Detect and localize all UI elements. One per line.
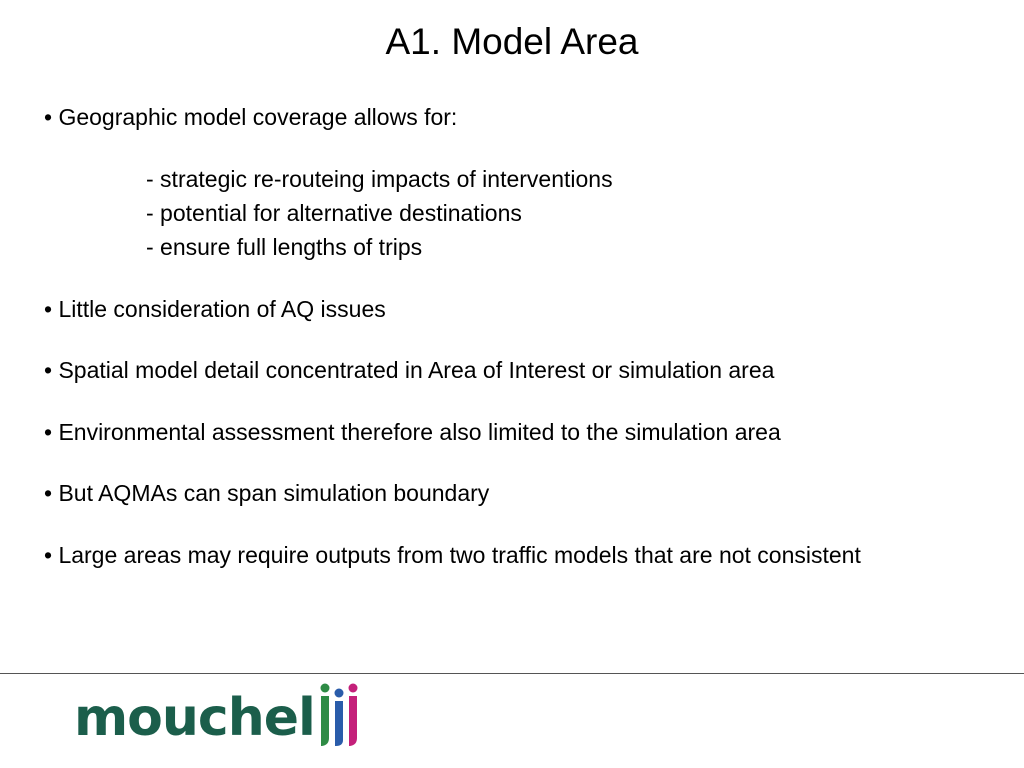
figure-magenta-head [349,684,358,693]
logo-wordmark: mouchel [74,688,315,748]
figure-magenta-body [349,696,357,746]
bullet-spatial-detail: • Spatial model detail concentrated in Area of Interest or simulation area [44,357,775,383]
slide-title: A1. Model Area [385,21,639,62]
bullet-environmental-assessment: • Environmental assessment therefore also limited to the simulation area [44,419,781,445]
bullet-geographic-coverage: • Geographic model coverage allows for: [44,104,458,130]
mouchel-logo [74,682,374,752]
bullet-aq-issues: • Little consideration of AQ issues [44,296,386,322]
people-figures-icon [318,682,360,748]
bullet-two-traffic-models: • Large areas may require outputs from two traffic models that are not consistent [44,542,861,568]
figure-green-body [321,696,329,746]
sub-item-full-trip-lengths: - ensure full lengths of trips [146,234,423,260]
figure-blue-body [335,701,343,746]
bullet-aqma-boundary: • But AQMAs can span simulation boundary [44,480,490,506]
figure-green-head [321,684,330,693]
sub-item-rerouteing: - strategic re-routeing impacts of interventions [146,166,613,192]
sub-item-alternative-destinations: - potential for alternative destinations [146,200,522,226]
footer-divider [0,673,1024,674]
figure-blue-head [335,689,344,698]
